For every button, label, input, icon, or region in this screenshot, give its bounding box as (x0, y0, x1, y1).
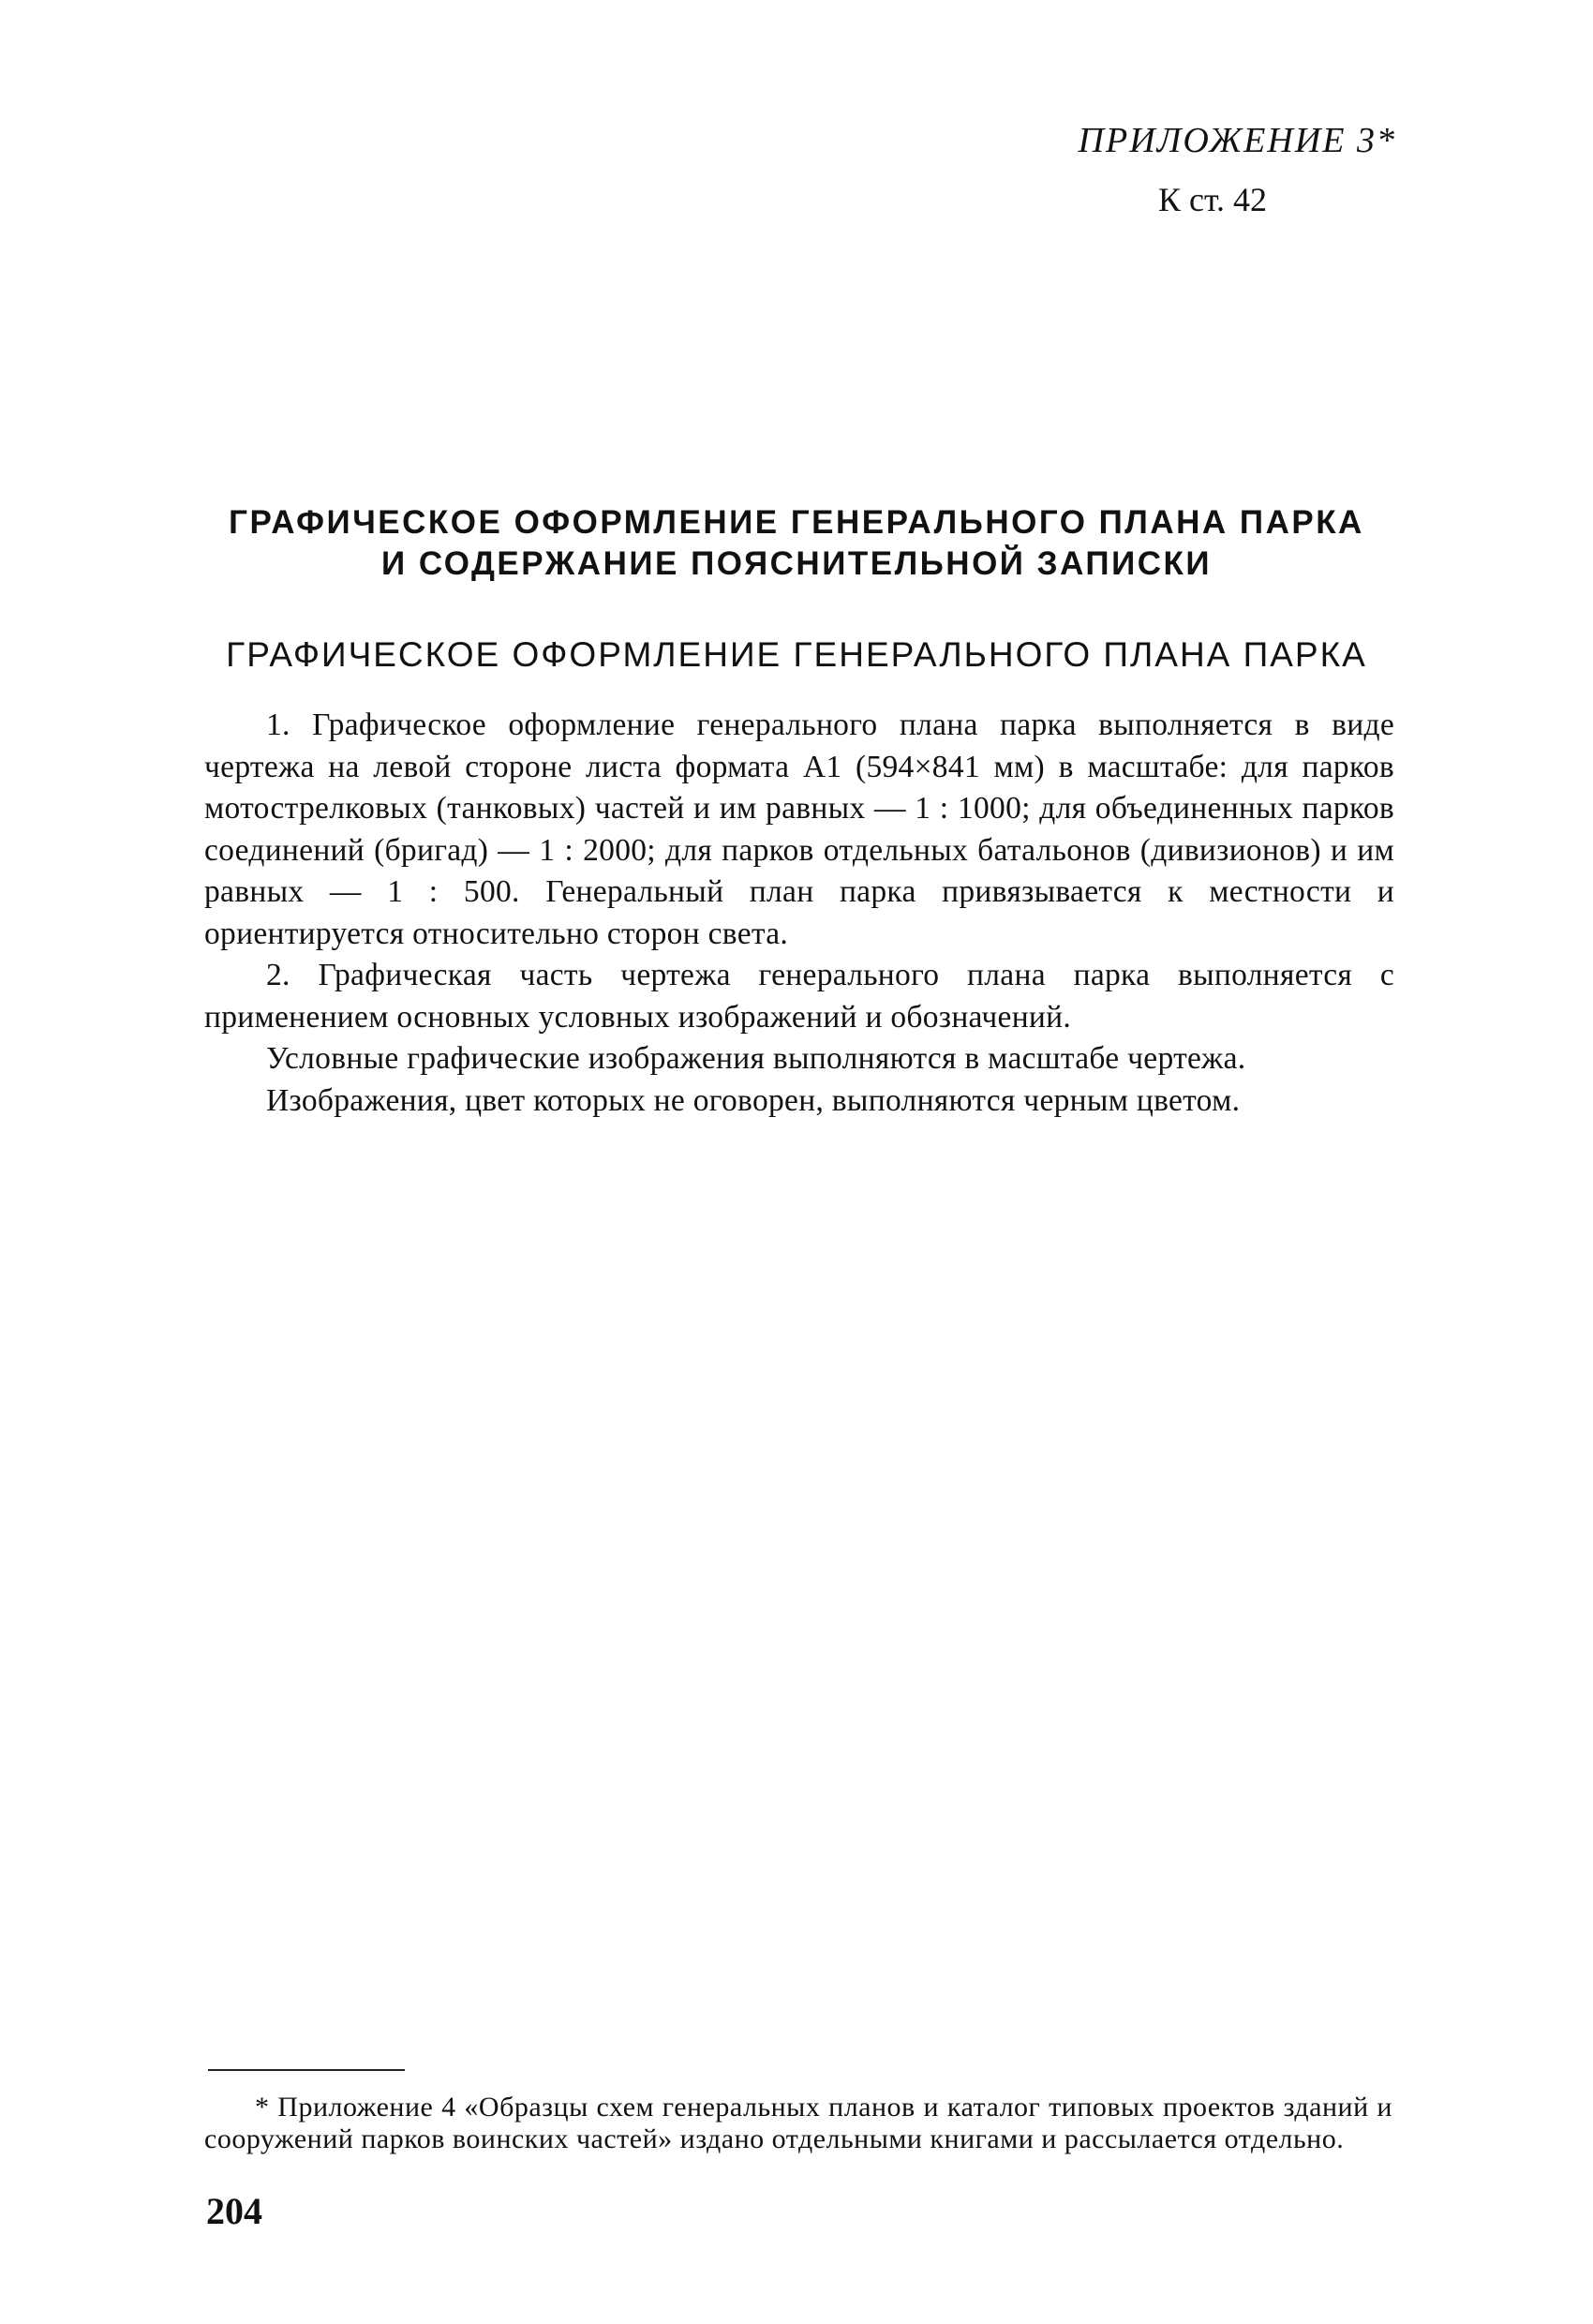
footnote-divider (208, 2069, 405, 2071)
paragraph-4: Изображения, цвет которых не оговорен, выполняются черным цветом. (266, 1082, 1241, 1118)
document-title-line-2: И СОДЕРЖАНИЕ ПОЯСНИТЕЛЬНОЙ ЗАПИСКИ (380, 545, 1213, 582)
appendix-reference: К ст. 42 (1158, 181, 1268, 218)
paragraph-2: 2. Графическая часть чертежа генерального плана парка выполняется с применением основных условных изображений и обозначений. (204, 958, 1394, 1035)
page-number: 204 (206, 2190, 262, 2232)
body-text (204, 705, 1394, 1122)
paragraph-1: 1. Графическое оформление генерального плана парка выполняется в виде чертежа на левой стороне листа формата А1 (594×841 мм) в масштабе: для парков мотострелковых (танковых) частей и им равных — 1 : 1000; для объединенных парков соединений (бригад) — 1 : 2000; для парков отдельных батальонов (дивизионов) и им равных — 1 : 500. Генеральный план парка привязывается к местности и ориентируется относительно сторон света. (204, 708, 1394, 951)
section-heading: ГРАФИЧЕСКОЕ ОФОРМЛЕНИЕ ГЕНЕРАЛЬНОГО ПЛАНА ПАРКА (226, 635, 1367, 674)
footnote: * Приложение 4 «Образцы схем генеральных планов и каталог типовых проектов зданий и сооружений парков воинских частей» издано отдельными книгами и рассылается отдельно. (204, 2092, 1392, 2154)
paragraph-3: Условные графические изображения выполняются в масштабе чертежа. (266, 1041, 1246, 1076)
document-title-line-1: ГРАФИЧЕСКОЕ ОФОРМЛЕНИЕ ГЕНЕРАЛЬНОГО ПЛАНА ПАРКА (229, 504, 1364, 541)
appendix-label: ПРИЛОЖЕНИЕ 3* (1078, 121, 1396, 160)
